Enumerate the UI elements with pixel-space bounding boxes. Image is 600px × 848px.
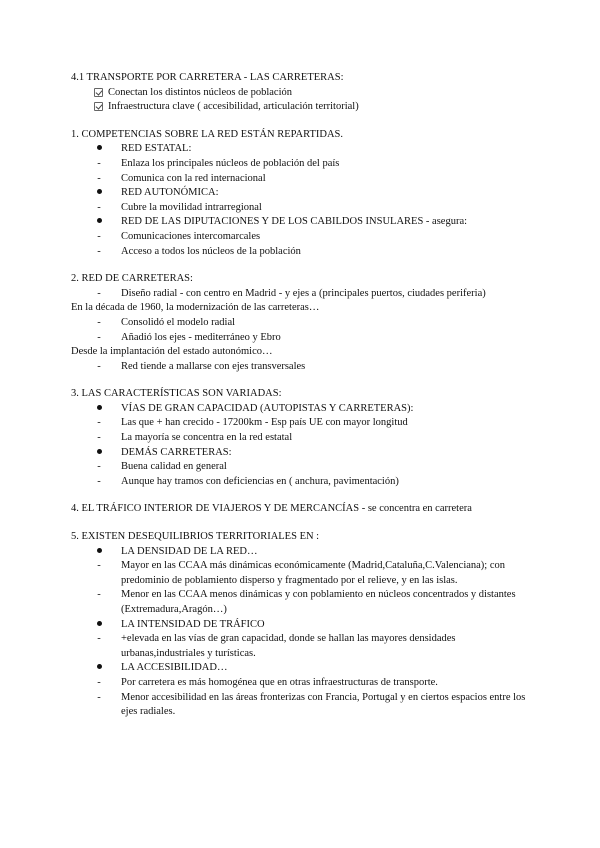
bullet-item: VÍAS DE GRAN CAPACIDAD (AUTOPISTAS Y CARRETERAS):	[71, 402, 540, 417]
paragraph-line: Desde la implantación del estado autonómico…	[71, 346, 273, 358]
bullet-item: LA DENSIDAD DE LA RED…	[71, 545, 540, 560]
checkbox-checked-icon	[94, 88, 103, 97]
bullet-item: RED DE LAS DIPUTACIONES Y DE LOS CABILDOS INSULARES - asegura:	[71, 215, 540, 230]
dash-item: - Buena calidad en general	[71, 460, 540, 475]
dash-icon: -	[97, 201, 101, 213]
bullet-item: RED ESTATAL:	[71, 142, 540, 157]
dash-item: - Acceso a todos los núcleos de la población	[71, 245, 540, 260]
dash-item: - Aunque hay tramos con deficiencias en ( anchura, pavimentación)	[71, 475, 540, 490]
dash-item: - Consolidó el modelo radial	[71, 316, 540, 331]
dash-icon: -	[97, 172, 101, 184]
bullet-icon	[97, 218, 102, 223]
checklist-item: Infraestructura clave ( accesibilidad, articulación territorial)	[71, 100, 540, 115]
bullet-icon	[97, 548, 102, 553]
dash-icon: -	[97, 157, 101, 169]
dash-item: - Comunicaciones intercomarcales	[71, 230, 540, 245]
bullet-item: DEMÁS CARRETERAS:	[71, 446, 540, 461]
bullet-icon	[97, 145, 102, 150]
dash-item: - Diseño radial - con centro en Madrid - y ejes a (principales puertos, ciudades periferia)	[71, 287, 540, 302]
section-4-title-main: 4. EL TRÁFICO INTERIOR DE VIAJEROS Y DE MERCANCÍAS	[71, 503, 360, 515]
bullet-item: LA ACCESIBILIDAD…	[71, 661, 540, 676]
bullet-icon	[97, 664, 102, 669]
dash-item: - Añadió los ejes - mediterráneo y Ebro	[71, 331, 540, 346]
checklist-item: Conectan los distintos núcleos de población	[71, 86, 540, 101]
paragraph-line: En la década de 1960, la modernización de las carreteras…	[71, 302, 320, 314]
dash-icon: -	[97, 589, 101, 601]
dash-item: - Comunica con la red internacional	[71, 172, 540, 187]
dash-icon: -	[97, 432, 101, 444]
dash-item: - +elevada en las vías de gran capacidad, donde se hallan las mayores densidades urbanas,industriales y turísticas.	[71, 632, 540, 661]
dash-item: - Menor accesibilidad en las áreas fronterizas con Francia, Portugal y en ciertos espacios entre los ejes radiales.	[71, 691, 540, 720]
section-4-1-title: 4.1 TRANSPORTE POR CARRETERA - LAS CARRETERAS:	[71, 72, 344, 83]
bullet-icon	[97, 405, 102, 410]
section-4-title	[71, 502, 540, 517]
dash-icon: -	[97, 633, 101, 645]
bullet-icon	[97, 189, 102, 194]
dash-item: - Enlaza los principales núcleos de población del país	[71, 157, 540, 172]
dash-item: - Menor en las CCAA menos dinámicas y con poblamiento en núcleos concentrados y distantes (Extremadura,Aragón…)	[71, 588, 540, 617]
dash-icon: -	[97, 461, 101, 473]
dash-icon: -	[97, 691, 101, 703]
dash-icon: -	[97, 676, 101, 688]
dash-item: - Mayor en las CCAA más dinámicas económicamente (Madrid,Cataluña,C.Valenciana); con predominio de poblamiento disperso y fragmentado por el relieve, y en las islas.	[71, 559, 540, 588]
dash-item: - Red tiende a mallarse con ejes transversales	[71, 360, 540, 375]
checkbox-checked-icon	[94, 102, 103, 111]
dash-icon: -	[97, 316, 101, 328]
dash-icon: -	[97, 560, 101, 572]
bullet-icon	[97, 621, 102, 626]
section-3-title: 3. LAS CARACTERÍSTICAS SON VARIADAS:	[71, 388, 282, 400]
dash-item: - La mayoría se concentra en la red estatal	[71, 431, 540, 446]
bullet-item: LA INTENSIDAD DE TRÁFICO	[71, 618, 540, 633]
bullet-icon	[97, 449, 102, 454]
dash-icon: -	[97, 360, 101, 372]
section-1-title: 1. COMPETENCIAS SOBRE LA RED ESTÁN REPARTIDAS.	[71, 128, 344, 140]
dash-icon: -	[97, 417, 101, 429]
dash-item: - Cubre la movilidad intrarregional	[71, 201, 540, 216]
dash-icon: -	[97, 230, 101, 242]
dash-item: - Por carretera es más homogénea que en otras infraestructuras de transporte.	[71, 676, 540, 691]
dash-icon: -	[97, 287, 101, 299]
section-4-title-rest: - se concentra en carretera	[359, 503, 472, 515]
section-5-title: 5. EXISTEN DESEQUILIBRIOS TERRITORIALES EN :	[71, 531, 320, 543]
dash-item: - Las que + han crecido - 17200km - Esp país UE con mayor longitud	[71, 416, 540, 431]
bullet-item: RED AUTONÓMICA:	[71, 186, 540, 201]
section-2-title: 2. RED DE CARRETERAS:	[71, 273, 193, 285]
dash-icon: -	[97, 245, 101, 257]
dash-icon: -	[97, 475, 101, 487]
dash-icon: -	[97, 331, 101, 343]
